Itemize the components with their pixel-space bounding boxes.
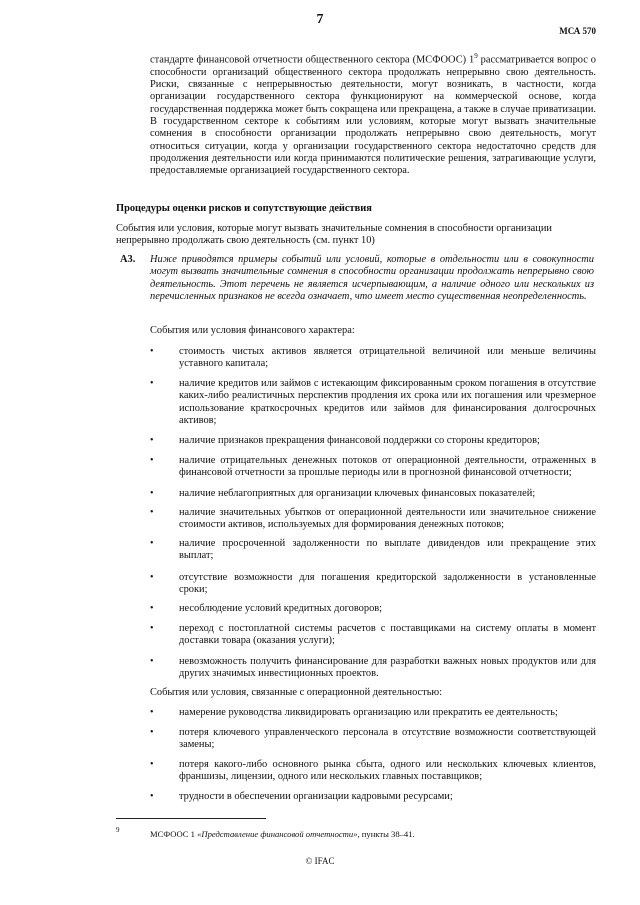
bullet-icon: • [150, 623, 154, 634]
section-subheading: События или условия, которые могут вызвать значительные сомнения в способности организации непрерывно продолжать свою деятельность (см. пункт 10) [116, 223, 552, 247]
standard-label: МСА 570 [559, 26, 596, 36]
bullet-icon: • [150, 656, 154, 667]
list-item-text: переход с постоплатной системы расчетов с поставщиками на систему оплаты в момент доставки товара (оказания услуги); [179, 623, 596, 647]
list-item-text: несоблюдение условий кредитных договоров; [179, 603, 383, 614]
footnote-title: «Представление финансовой отчетности» [197, 829, 358, 839]
footnote-prefix: МСФООС 1 [150, 829, 198, 839]
list-item-text: трудности в обеспечении организации кадровыми ресурсами; [179, 791, 453, 802]
bullet-icon: • [150, 603, 154, 614]
bullet-icon: • [150, 759, 154, 770]
paragraph-a3-text: Ниже приводятся примеры событий или условий, которые в отдельности или в совокупности могут вызвать значительные сомнения в способности организации продолжать непрерывно свою деятельность. Этот перечень не является исчерпывающим, а наличие одного или нескольких из перечисленных признаков не всегда означает, что имеет место существенная неопределенность. [150, 254, 594, 302]
footnote-reference: 9 [474, 52, 478, 60]
operational-conditions-title: События или условия, связанные с операционной деятельностью: [150, 687, 443, 698]
bullet-icon: • [150, 727, 154, 738]
list-item-text: намерение руководства ликвидировать организацию или прекратить ее деятельность; [179, 707, 558, 718]
list-item-text: невозможность получить финансирование для разработки важных новых продуктов или для других значимых инвестиционных проектов. [179, 656, 596, 680]
financial-conditions-title: События или условия финансового характера: [150, 325, 355, 336]
intro-text-start: стандарте финансовой отчетности общественного сектора (МСФООС) 1 [150, 54, 475, 66]
bullet-icon: • [150, 791, 154, 802]
list-item-text: наличие значительных убытков от операционной деятельности или значительное снижение стоимости активов, используемых для формирования денежных потоков; [179, 507, 596, 531]
intro-text-end: рассматривается вопрос о способности организаций общественного сектора продолжать непрерывно свою деятельность. Риски, связанные с непрерывностью деятельности, могут возникать, в частности, когда организации государственного сектора функционируют на коммерческой основе, когда государственная поддержка может быть сокращена или прекращена, а также в случае приватизации. В государственном секторе к событиям или условиям, которые могут вызвать значительные сомнения в способности организации продолжать непрерывно свою деятельность, могут относиться ситуации, когда у организации государственного сектора недостаточно средств для продолжения деятельности или когда принимаются политические решения, затрагивающие услуги, предоставляемые организацией государственного сектора. [150, 54, 596, 177]
bullet-icon: • [150, 572, 154, 583]
copyright-footer: © IFAC [305, 856, 335, 866]
section-heading: Процедуры оценки рисков и сопутствующие действия [116, 203, 372, 214]
footnote-suffix: , пункты 38–41. [357, 829, 415, 839]
list-item-text: наличие отрицательных денежных потоков от операционной деятельности, отраженных в финансовой отчетности за прошлые периоды или в прогнозной финансовой отчетности; [179, 455, 596, 479]
page-number: 7 [316, 12, 324, 27]
list-item-text: потеря какого-либо основного рынка сбыта, одного или нескольких ключевых клиентов, франшизы, лицензии, одного или нескольких главных поставщиков; [179, 759, 596, 783]
bullet-icon: • [150, 378, 154, 389]
intro-paragraph [150, 50, 596, 177]
list-item-text: наличие признаков прекращения финансовой поддержки со стороны кредиторов; [179, 435, 540, 446]
list-item-text: стоимость чистых активов является отрицательной величиной или меньше величины уставного капитала; [179, 346, 596, 370]
bullet-icon: • [150, 346, 154, 357]
bullet-icon: • [150, 507, 154, 518]
footnote-divider [116, 818, 266, 819]
footnote [150, 829, 415, 839]
list-item-text: наличие неблагоприятных для организации ключевых финансовых показателей; [179, 488, 536, 499]
bullet-icon: • [150, 488, 154, 499]
list-item-text: потеря ключевого управленческого персонала в отсутствие возможности соответствующей замены; [179, 727, 596, 751]
bullet-icon: • [150, 435, 154, 446]
bullet-icon: • [150, 538, 154, 549]
list-item-text: наличие кредитов или займов с истекающим фиксированным сроком погашения в отсутствие каких-либо реалистичных перспектив продления их срока или их погашения или чрезмерное использование краткосрочных кредитов или займов для финансирования долгосрочных активов; [179, 378, 596, 426]
paragraph-label-a3: A3. [120, 254, 136, 265]
list-item-text: наличие просроченной задолженности по выплате дивидендов или прекращение этих выплат; [179, 538, 596, 562]
bullet-icon: • [150, 707, 154, 718]
list-item-text: отсутствие возможности для погашения кредиторской задолженности в установленные сроки; [179, 572, 596, 596]
bullet-icon: • [150, 455, 154, 466]
footnote-number: 9 [116, 826, 120, 834]
